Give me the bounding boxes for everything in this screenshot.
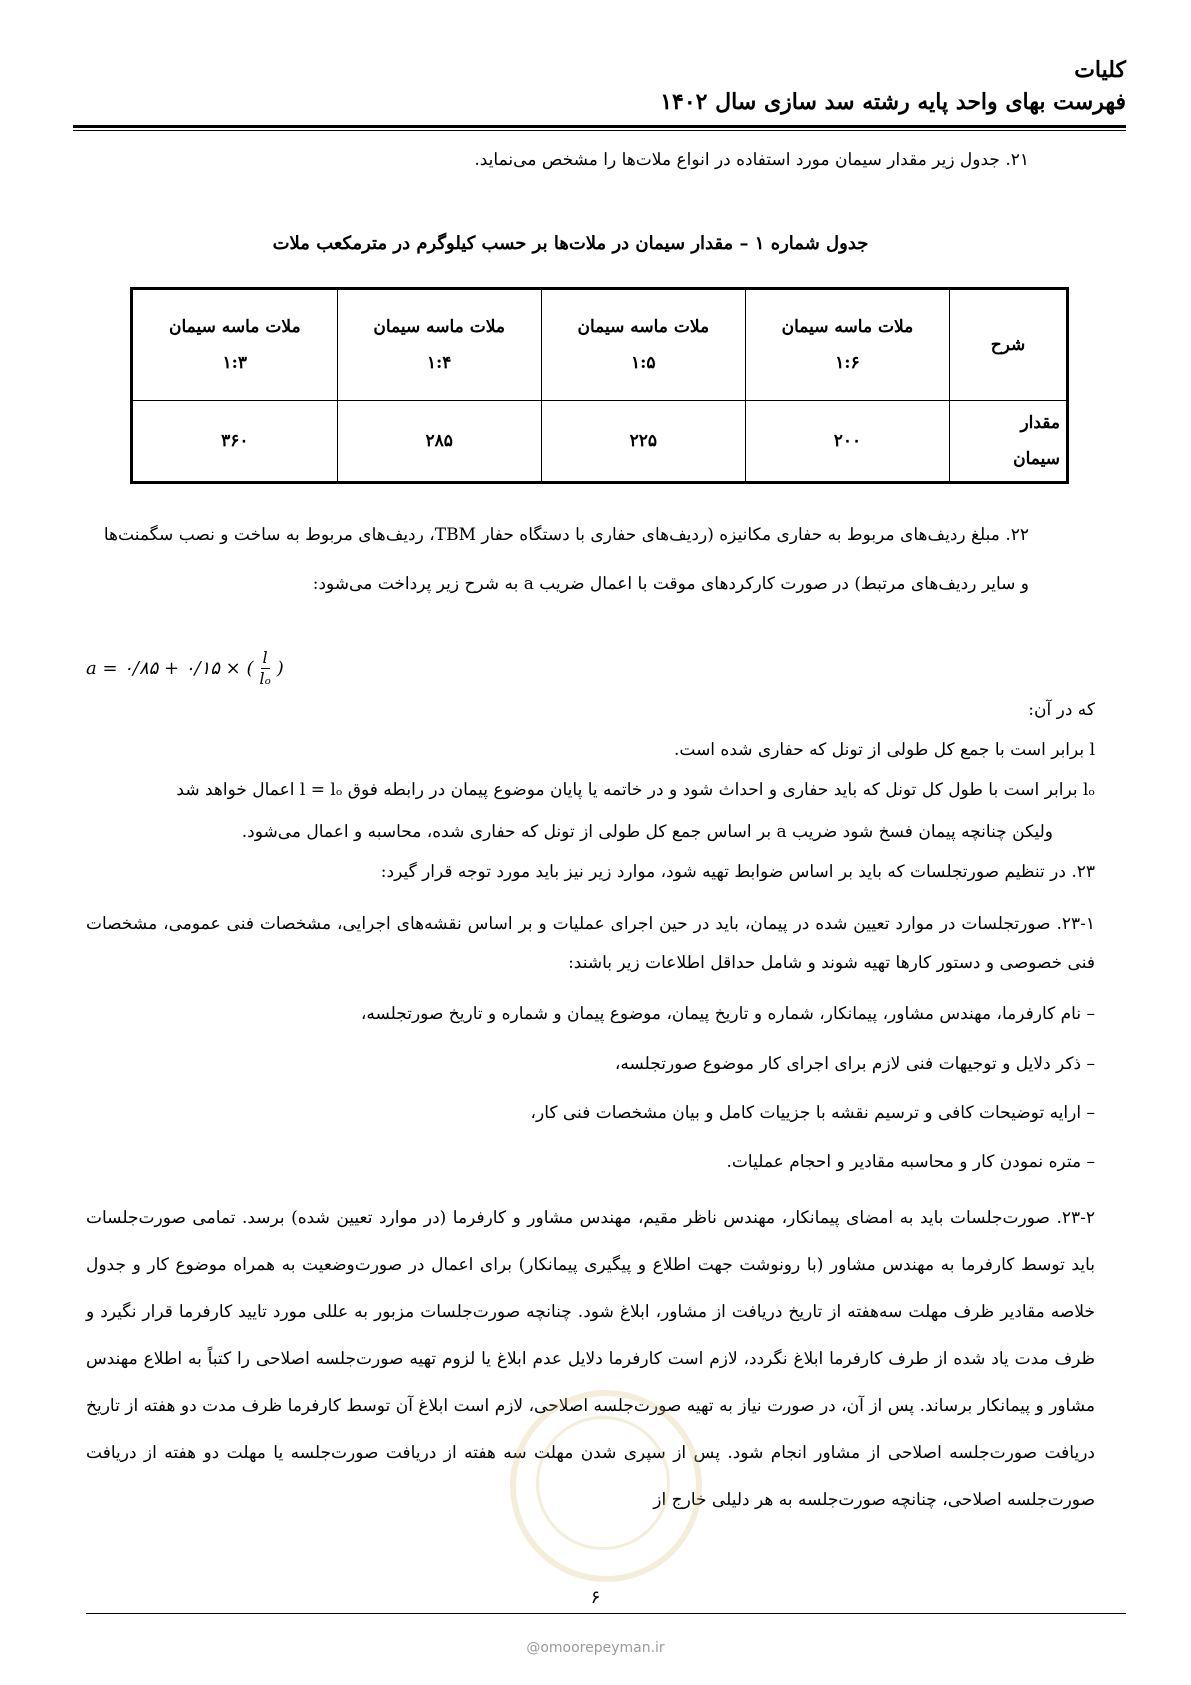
formula-denominator: lₒ [259, 669, 271, 688]
definition-lo-line2: ولیکن چنانچه پیمان فسخ شود ضریب a بر اساس جمع کل طولی از تونل که حفاری شده، محاسبه و اعمال می‌شود. [241, 822, 1053, 842]
header-cell: ملات ماسه سیمان ۱:۵ [541, 289, 745, 401]
item-23-2: ۲۳-۲. صورت‌جلسات باید به امضای پیمانکار، مهندس ناظر مقیم، مهندس مشاور و کارفرما (در موارد تعیین شده) برسد. تمامی صورت‌جلسات باید توسط کارفرما به مهندس مشاور (با رونوشت جهت اطلاع و پیگیری پیمانکار) برای اعمال در صورت‌وضعیت به همراه موضوع کار و جدول خلاصه مقادیر ظرف مهلت سه‌هفته از تاریخ دریافت از مشاور، ابلاغ شود. چنانچه صورت‌جلسات مزبور به عللی مورد تایید کارفرما قرار نگیرد و ظرف مدت یاد شده از طرف کارفرما ابلاغ نگردد، لازم است کارفرما دلایل عدم ابلاغ یا لزوم تهیه صورت‌جلسه اصلاحی را کتباً به اطلاع مهندس مشاور و پیمانکار برساند. پس از آن، در صورت نیاز به تهیه صورت‌جلسه اصلاحی، لازم است ابلاغ آن توسط کارفرما ظرف مدت دو هفته از تاریخ دریافت صورت‌جلسه اصلاحی از مشاور انجام شود. پس از سپری شدن مهلت سه هفته از دریافت صورت‌جلسه یا مهلت دو هفته از دریافت صورت‌جلسه اصلاحی، چنانچه صورت‌جلسه به هر دلیلی خارج از [86, 1208, 1095, 1510]
item-23: ۲۳. در تنظیم صورتجلسات که باید بر اساس ضوابط تهیه شود، موارد زیر نیز باید مورد توجه قرار گیرد: [380, 862, 1095, 882]
value-cell: ۲۸۵ [337, 401, 541, 483]
header-rule-thick [73, 125, 1126, 128]
bullet-item: – نام کارفرما، مهندس مشاور، پیمانکار، شماره و تاریخ پیمان، موضوع پیمان و شماره و تاریخ صورتجلسه، [360, 1004, 1095, 1024]
cement-table [130, 287, 1069, 484]
page-number: ۶ [590, 1587, 601, 1608]
row-label-cell: مقدار سیمان [950, 401, 1068, 483]
bullet-item: – متره نمودن کار و محاسبه مقادیر و احجام عملیات. [726, 1152, 1095, 1172]
watermark-seal [510, 1390, 702, 1582]
footer-rule [86, 1613, 1126, 1614]
table-caption: جدول شماره ۱ – مقدار سیمان در ملات‌ها بر حسب کیلوگرم در مترمکعب ملات [272, 233, 869, 254]
header-cell: ملات ماسه سیمان ۱:۴ [337, 289, 541, 401]
header-title: کلیات [1074, 57, 1126, 83]
item-22-line2: و سایر ردیف‌های مرتبط) در صورت کارکردهای موقت با اعمال ضریب a به شرح زیر پرداخت می‌شود: [312, 574, 1029, 594]
bullet-item: – ارایه توضیحات کافی و ترسیم نقشه با جزییات کامل و بیان مشخصات فنی کار، [530, 1103, 1095, 1123]
where-label: که در آن: [1028, 700, 1095, 720]
value-cell: ۲۲۵ [541, 401, 745, 483]
table-header-row [132, 289, 1068, 401]
bullet-item: – ذکر دلایل و توجیهات فنی لازم برای اجرای کار موضوع صورتجلسه، [614, 1054, 1095, 1074]
formula-fraction [259, 648, 270, 689]
header-rule-thin [73, 130, 1126, 131]
formula-rhs: ) [276, 658, 284, 679]
definition-lo-line1: lₒ برابر است با طول کل تونل که باید حفاری و احداث شود و در خاتمه یا پایان موضوع پیمان در رابطه فوق l = lₒ اعمال خواهد شد [176, 780, 1095, 800]
item-22-line1: ۲۲. مبلغ ردیف‌های مربوط به حفاری مکانیزه (ردیف‌های حفاری با دستگاه حفار TBM، ردیف‌های مربوط به ساخت و نصب سگمنت‌ها [103, 525, 1029, 545]
value-cell: ۲۰۰ [745, 401, 949, 483]
value-cell: ۳۶۰ [132, 401, 338, 483]
footer-watermark-site: @omoorepeyman.ir [526, 1640, 665, 1656]
formula-lhs: a = ۰/۸۵ + ۰/۱۵ × ( [86, 658, 254, 679]
header-cell: ملات ماسه سیمان ۱:۳ [132, 289, 338, 401]
page-header [660, 54, 1126, 118]
table-value-row [132, 401, 1068, 483]
header-subtitle: فهرست بهای واحد پایه رشته سد سازی سال ۱۴۰۲ [660, 89, 1126, 115]
item-21: ۲۱. جدول زیر مقدار سیمان مورد استفاده در انواع ملات‌ها را مشخص می‌نماید. [474, 150, 1029, 170]
item-23-1: ۲۳-۱. صورتجلسات در موارد تعیین شده در پیمان، باید در حین اجرای عملیات و بر اساس نقشه‌های اجرایی، مشخصات فنی عمومی، مشخصات فنی خصوصی و دستور کارها تهیه شوند و شامل حداقل اطلاعات زیر باشند: [86, 914, 1095, 973]
formula [86, 648, 284, 689]
header-cell: ملات ماسه سیمان ۱:۶ [745, 289, 949, 401]
formula-numerator: l [262, 648, 268, 667]
definition-l: l برابر است با جمع کل طولی از تونل که حفاری شده است. [673, 740, 1095, 760]
header-cell-desc: شرح [950, 289, 1068, 401]
